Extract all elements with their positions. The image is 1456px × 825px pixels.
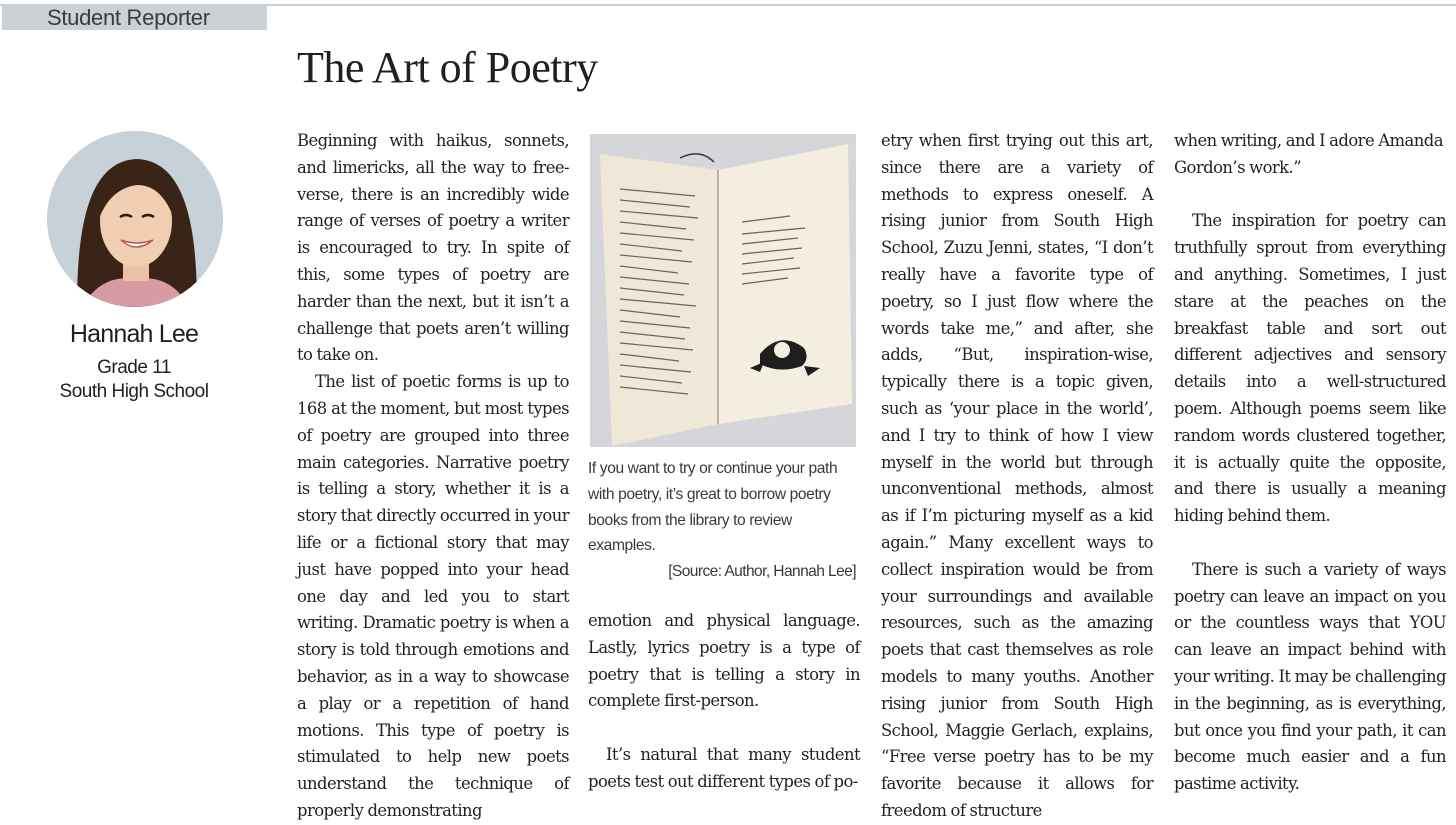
- article-paragraph: It’s natural that many student poets test out different types of po-: [588, 744, 860, 791]
- author-portrait-image: [47, 131, 223, 307]
- author-grade: Grade 11: [97, 357, 171, 378]
- section-label: Student Reporter: [2, 5, 267, 30]
- article-paragraph: There is such a variety of ways poetry can leave an impact on you or the countless ways that YOU can leave an impact behind with your writing. It may be challenging in the beginning, as is everything, but once you find your path, it can become much easier and a fun pastime activity.: [1174, 559, 1446, 794]
- article-paragraph: The list of poetic forms is up to 168 at the moment, but most types of poetry are grouped into three main categories. Narrative poetry is telling a story, whether it is a story that directly occurred in your life or a fictional story that may just have popped into your head one day and led you to start writing. Dramatic poetry is when a story is told through emotions and behavior, as in a way to showcase a play or a repetition of hand motions. This type of poetry is stimulated to help new poets understand the technique of properly demonstrating: [297, 372, 569, 820]
- photo-caption: If you want to try or continue your path with poetry, it’s great to borrow poetry books from the library to review examples.: [588, 460, 838, 555]
- poetry-book-photo: [590, 134, 856, 447]
- photo-source: [Source: Author, Hannah Lee]: [668, 563, 856, 580]
- article-paragraph: The inspiration for poetry can truthfully sprout from everything and anything. Sometimes, I just stare at the peaches on the breakfast table and sort out different adjectives and sensory details into a well-structured poem. Although poems seem like random words clustered together, it is actually quite the opposite, and there is usually a meaning hiding behind them.: [1174, 211, 1446, 526]
- author-avatar: [47, 131, 223, 307]
- article-column-4: [1174, 128, 1446, 798]
- article-column-1: [297, 128, 569, 825]
- article-title: The Art of Poetry: [297, 43, 598, 92]
- author-school: South High School: [59, 381, 209, 402]
- article-paragraph: etry when first trying out this art, since there are a variety of methods to express oneself. A rising junior from South High School, Zuzu Jenni, states, “I don’t really have a favorite type of poetry, so I just flow where the words take me,” and after, she adds, “But, inspiration-wise, typically there is a topic given, such as ‘your place in the world’, and I try to think of how I view myself in the world but through unconventional methods, almost as if I’m picturing myself as a kid again.” Many excellent ways to collect inspiration would be from your surroundings and available resources, such as the amazing poets that cast themselves as role models to many youths. Another rising junior from South High School, Maggie Gerlach, explains, “Free verse poetry has to be my favorite because it allows for freedom of structure: [881, 131, 1153, 820]
- article-column-2: [588, 608, 860, 796]
- article-column-3: [881, 128, 1153, 825]
- article-photo: [590, 134, 856, 447]
- author-name: Hannah Lee: [69, 320, 199, 348]
- article-paragraph: emotion and physical language. Lastly, lyrics poetry is a type of poetry that is telling a story in complete first-person.: [588, 611, 860, 711]
- article-paragraph: Beginning with haikus, sonnets, and limericks, all the way to free-verse, there is an incredibly wide range of verses of poetry a writer is encouraged to try. In spite of this, some types of poetry are harder than the next, but it isn’t a challenge that poets aren’t willing to take on.: [297, 131, 569, 365]
- article-paragraph: when writing, and I adore Amanda Gordon’s work.”: [1174, 131, 1443, 177]
